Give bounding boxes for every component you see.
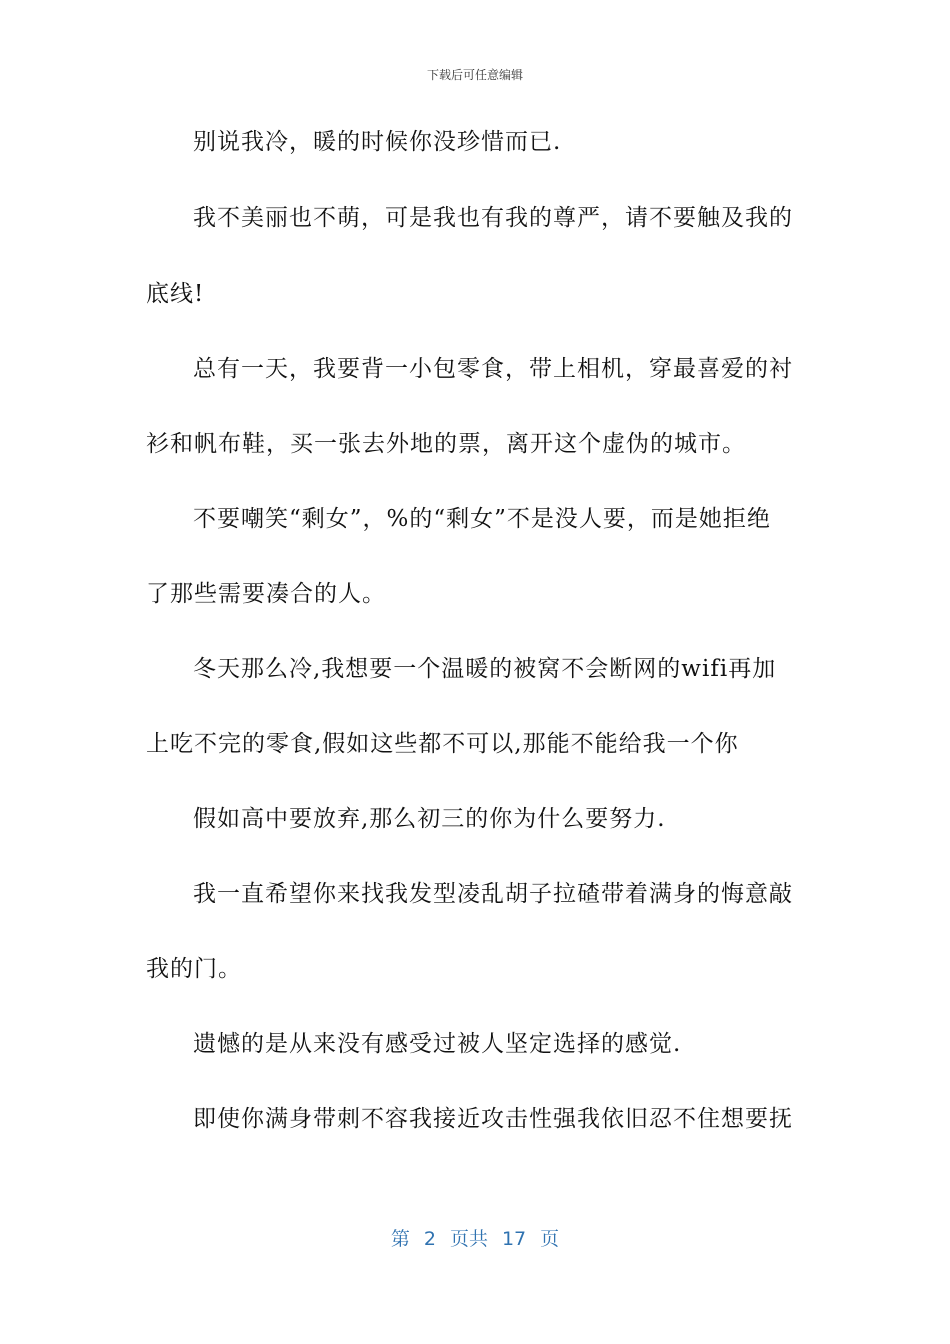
footer-total-pages: 17: [501, 1228, 527, 1250]
text-line: 我一直希望你来找我发型凌乱胡子拉碴带着满身的悔意敲: [193, 881, 793, 907]
page-footer: [0, 1224, 950, 1251]
page-header: 下载后可任意编辑: [426, 68, 523, 82]
footer-middle: 页共: [449, 1228, 488, 1250]
text-line: 底线!: [146, 281, 205, 307]
text-line: 即使你满身带刺不容我接近攻击性强我依旧忍不住想要抚: [193, 1106, 793, 1132]
text-line: 总有一天，我要背一小包零食，带上相机，穿最喜爱的衬: [193, 356, 793, 382]
text-line: 了那些需要凑合的人。: [146, 581, 386, 607]
text-line: 别说我冷，暖的时候你没珍惜而已.: [193, 129, 562, 155]
text-line: 遗憾的是从来没有感受过被人坚定选择的感觉.: [193, 1031, 682, 1057]
text-line: 冬天那么冷,我想要一个温暖的被窝不会断网的wifi再加: [193, 656, 777, 682]
footer-suffix: 页: [540, 1228, 560, 1250]
text-line: 不要嘲笑“剩女”，%的“剩女”不是没人要，而是她拒绝: [193, 506, 771, 532]
footer-prefix: 第: [390, 1228, 410, 1250]
text-line: 我的门。: [146, 956, 242, 982]
text-line: 我不美丽也不萌，可是我也有我的尊严，请不要触及我的: [193, 205, 793, 231]
text-line: 假如高中要放弃,那么初三的你为什么要努力.: [193, 806, 666, 832]
footer-page-number: 2: [423, 1228, 436, 1250]
text-line: 上吃不完的零食,假如这些都不可以,那能不能给我一个你: [146, 731, 739, 757]
text-line: 衫和帆布鞋，买一张去外地的票，离开这个虚伪的城市。: [146, 431, 746, 457]
